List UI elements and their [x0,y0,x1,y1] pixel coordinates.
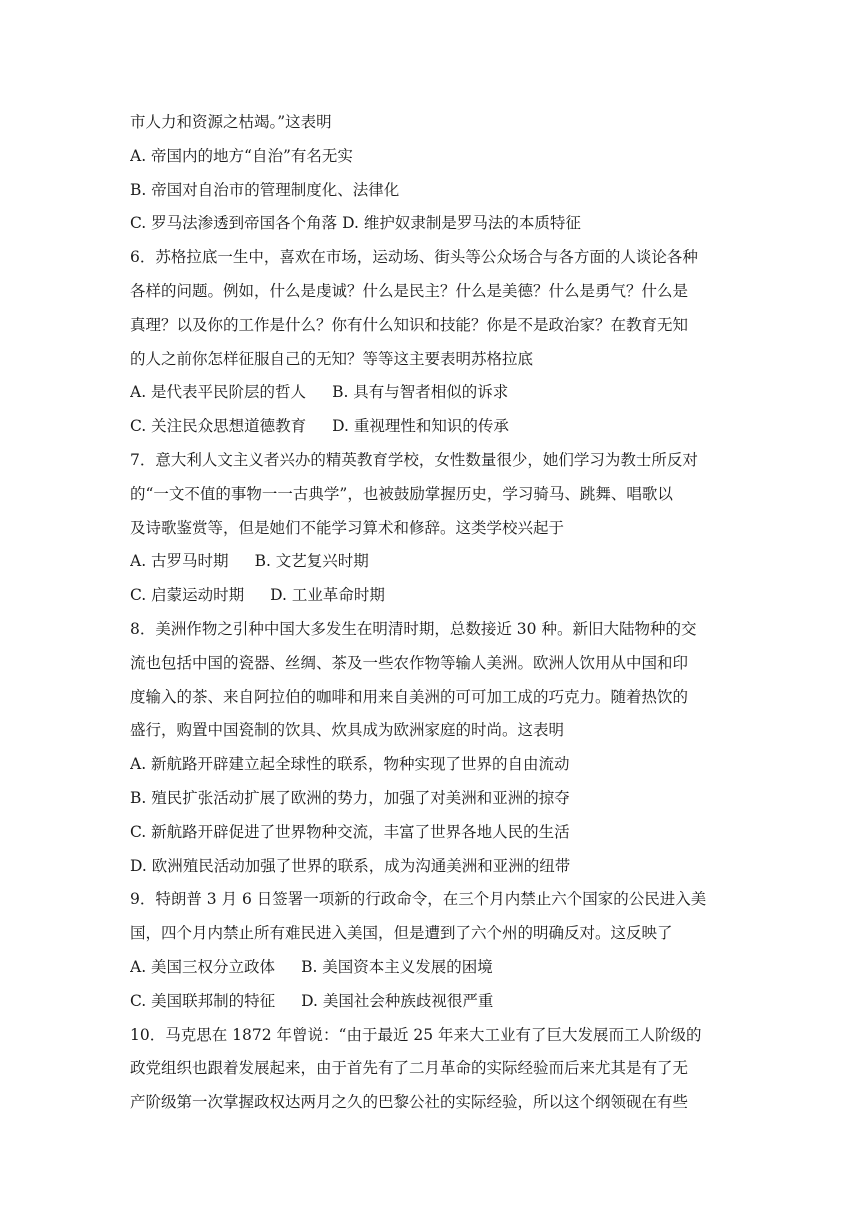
options-row [130,985,734,1019]
option-b: B. 具有与智者相似的诉求 [332,383,509,402]
option-d: D. 重视理性和知识的传承 [332,417,509,436]
option-d: D. 工业革命时期 [270,586,385,605]
option-d: D. 欧洲殖民活动加强了世界的联系，成为沟通美洲和亚洲的纽带 [130,856,571,875]
option-a: A. 新航路开辟建立起全球性的联系，物种实现了世界的自由流动 [130,755,570,774]
option-c-d: C. 罗马法渗透到帝国各个角落 D. 维护奴隶制是罗马法的本质特征 [130,214,581,233]
question-8-line: 盛行，购置中国瓷制的饮具、炊具成为欧洲家庭的时尚。这表明 [130,721,565,740]
option-b: B. 美国资本主义发展的困境 [301,957,493,976]
option-b: B. 帝国对自治市的管理制度化、法律化 [130,180,400,199]
option-a: A. 帝国内的地方“自治”有名无实 [130,146,353,165]
question-10-line: 政党组织也跟着发展起来，由于首先有了二月革命的实际经验而后来尤其是有了无 [130,1059,689,1078]
question-6-line: 6．苏格拉底一生中，喜欢在市场，运动场、街头等公众场合与各方面的人谈论各种 [130,248,698,267]
options-row [130,579,734,613]
question-7-line: 7．意大利人文主义者兴办的精英教育学校，女性数量很少，她们学习为教士所反对 [130,450,698,469]
question-9-line: 9．特朗普 3 月 6 日签署一项新的行政命令，在三个月内禁止六个国家的公民进入美 [130,890,707,909]
question-6-line: 各样的问题。例如，什么是虔诚？什么是民主？什么是美德？什么是勇气？什么是 [130,281,689,300]
question-8-line: 度输入的茶、来自阿拉伯的咖啡和用来自美洲的可可加工成的巧克力。随着热饮的 [130,687,689,706]
option-c: C. 美国联邦制的特征 [130,991,276,1010]
option-a: A. 是代表平民阶层的哲人 [130,383,307,402]
text-line: 市人力和资源之枯竭。”这表明 [130,113,332,131]
option-a: A. 美国三权分立政体 [130,957,276,976]
option-b: B. 殖民扩张活动扩展了欧洲的势力，加强了对美洲和亚洲的掠夺 [130,788,570,807]
document-page [130,106,734,1120]
question-7-line: 的“一文不值的事物一一古典学”，也被鼓励掌握历史，学习骑马、跳舞、唱歌以 [130,484,673,503]
options-row [130,376,734,410]
question-8-line: 流也包括中国的瓷器、丝绸、茶及一些农作物等输人美洲。欧洲人饮用从中国和印 [130,653,689,672]
question-6-line: 的人之前你怎样征服自己的无知？等等这主要表明苏格拉底 [130,349,534,368]
option-a: A. 古罗马时期 [130,552,229,571]
question-10-line: 产阶级第一次掌握政权达两月之久的巴黎公社的实际经验，所以这个纲领砚在有些 [130,1093,689,1112]
question-7-line: 及诗歌鉴赏等，但是她们不能学习算术和修辞。这类学校兴起于 [130,518,565,537]
option-d: D. 美国社会种族歧视很严重 [301,991,494,1010]
question-10-line: 10．马克思在 1872 年曾说：“由于最近 25 年来大工业有了巨大发展而工人阶级的 [130,1025,702,1044]
option-c: C. 新航路开辟促进了世界物种交流，丰富了世界各地人民的生活 [130,822,570,841]
option-c: C. 启蒙运动时期 [130,586,245,605]
option-b: B. 文艺复兴时期 [254,552,369,571]
question-8-line: 8．美洲作物之引种中国大多发生在明清时期，总数接近 30 种。新旧大陆物种的交 [130,619,697,638]
options-row [130,951,734,985]
question-6-line: 真理？以及你的工作是什么？你有什么知识和技能？你是不是政治家？在教育无知 [130,315,689,334]
options-row [130,410,734,444]
option-c: C. 关注民众思想道德教育 [130,417,307,436]
options-row [130,545,734,579]
question-9-line: 国，四个月内禁止所有难民进入美国，但是遭到了六个州的明确反对。这反映了 [130,924,673,943]
